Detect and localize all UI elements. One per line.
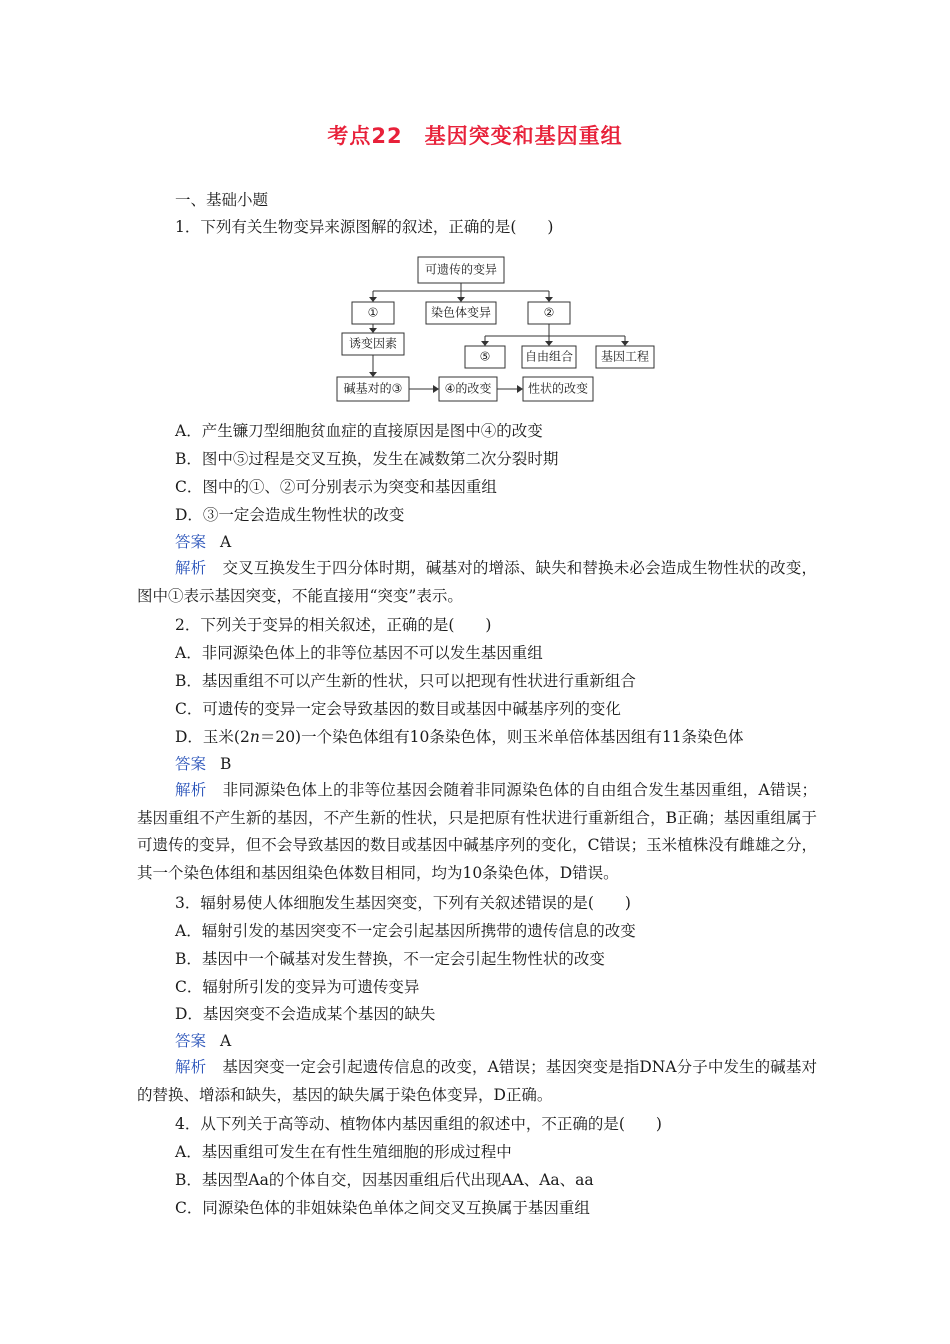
answer-label: 答案 [175,1032,207,1050]
diagram-arrow [545,297,553,302]
q2-analysis [137,777,817,887]
diagram-arrow [369,297,377,302]
q1-option-c: C．图中的①、②可分别表示为突变和基因重组 [175,478,497,496]
diagram-text-cause: 诱变因素 [348,336,398,351]
q3-analysis [137,1054,817,1109]
diagram-text-top: 可遗传的变异 [424,262,498,277]
diagram-svg [330,253,660,408]
q2-option-d [175,727,744,747]
q1-analysis [137,555,817,610]
q3-option-a: A．辐射引发的基因突变不一定会引起基因所携带的遗传信息的改变 [175,922,636,940]
analysis-text: 非同源染色体上的非等位基因会随着非同源染色体的自由组合发生基因重组，A错误；基因重组不产生新的基因，不产生新的性状，只是把原有性状进行重新组合，B正确；基因重组属于可遗传的变异，但不会导致基因的数目或基因中碱基序列的变化，C错误；玉米植株没有雌雄之分，其一个染色体组和基因组染色体数目相同，均为10条染色体，D错误。 [137,781,817,882]
diagram-text-chromosome: 染色体变异 [430,305,492,320]
answer-label: 答案 [175,533,207,551]
q2-option-a: A．非同源染色体上的非等位基因不可以发生基因重组 [175,644,543,662]
page-title [0,120,950,150]
q3-option-c: C．辐射所引发的变异为可遗传变异 [175,978,420,996]
diagram-arrow [433,385,439,393]
variation-source-diagram [330,253,660,408]
diagram-arrow [457,297,465,302]
q2-option-c: C．可遗传的变异一定会导致基因的数目或基因中碱基序列的变化 [175,700,621,718]
analysis-text: 交叉互换发生于四分体时期，碱基对的增添、缺失和替换未必会造成生物性状的改变，图中①表示基因突变，不能直接用“突变”表示。 [137,559,817,605]
title-prefix: 考点22 [327,124,403,148]
analysis-label: 解析 [175,559,207,577]
q2-stem: 2．下列关于变异的相关叙述，正确的是( ) [175,616,492,634]
diagram-arrow [517,385,523,393]
diagram-text-change4: ④的改变 [444,381,492,396]
q4-option-b: B．基因型Aa的个体自交，因基因重组后代出现AA、Aa、aa [175,1171,594,1189]
diagram-text-base: 碱基对的③ [343,381,403,396]
diagram-text-trait: 性状的改变 [527,381,589,396]
diagram-text-1: ① [367,305,379,320]
diagram-arrow [545,341,553,346]
q3-option-b: B．基因中一个碱基对发生替换，不一定会引起生物性状的改变 [175,950,605,968]
q3-answer [175,1031,231,1051]
diagram-text-5: ⑤ [479,349,491,364]
diagram-text-engineering: 基因工程 [600,349,650,364]
q3-option-d: D．基因突变不会造成某个基因的缺失 [175,1005,436,1023]
q1-option-d: D．③一定会造成生物性状的改变 [175,506,405,524]
q1-answer [175,532,231,552]
analysis-text: 基因突变一定会引起遗传信息的改变，A错误；基因突变是指DNA分子中发生的碱基对的替换、增添和缺失，基因的缺失属于染色体变异，D正确。 [137,1058,817,1104]
diagram-arrow [621,341,629,346]
q2-option-d-post: ＝20)一个染色体组有10条染色体，则玉米单倍体基因组有11条染色体 [259,728,744,746]
answer-value: B [220,755,232,773]
analysis-label: 解析 [175,1058,207,1076]
q4-option-a: A．基因重组可发生在有性生殖细胞的形成过程中 [175,1143,512,1161]
diagram-arrow [481,341,489,346]
q1-option-b: B．图中⑤过程是交叉互换，发生在减数第二次分裂时期 [175,450,559,468]
q1-stem: 1．下列有关生物变异来源图解的叙述，正确的是( ) [175,218,554,236]
title-main: 基因突变和基因重组 [424,124,623,148]
answer-value: A [220,533,232,551]
q4-stem: 4．从下列关于高等动、植物体内基因重组的叙述中，不正确的是( ) [175,1115,662,1133]
q1-option-a: A．产生镰刀型细胞贫血症的直接原因是图中④的改变 [175,422,543,440]
diagram-arrow [369,372,377,377]
section-label: 一、基础小题 [175,191,269,209]
diagram-text-free: 自由组合 [524,349,574,364]
q2-answer [175,754,231,774]
diagram-text-2: ② [543,305,555,320]
q2-option-b: B．基因重组不可以产生新的性状，只可以把现有性状进行重新组合 [175,672,636,690]
analysis-label: 解析 [175,781,207,799]
q2-option-d-var: n [249,728,260,746]
q3-stem: 3．辐射易使人体细胞发生基因突变，下列有关叙述错误的是( ) [175,894,631,912]
q4-option-c: C．同源染色体的非姐妹染色单体之间交叉互换属于基因重组 [175,1199,590,1217]
diagram-arrow [369,328,377,333]
answer-label: 答案 [175,755,207,773]
answer-value: A [220,1032,232,1050]
q2-option-d-pre: D．玉米(2 [175,728,250,746]
